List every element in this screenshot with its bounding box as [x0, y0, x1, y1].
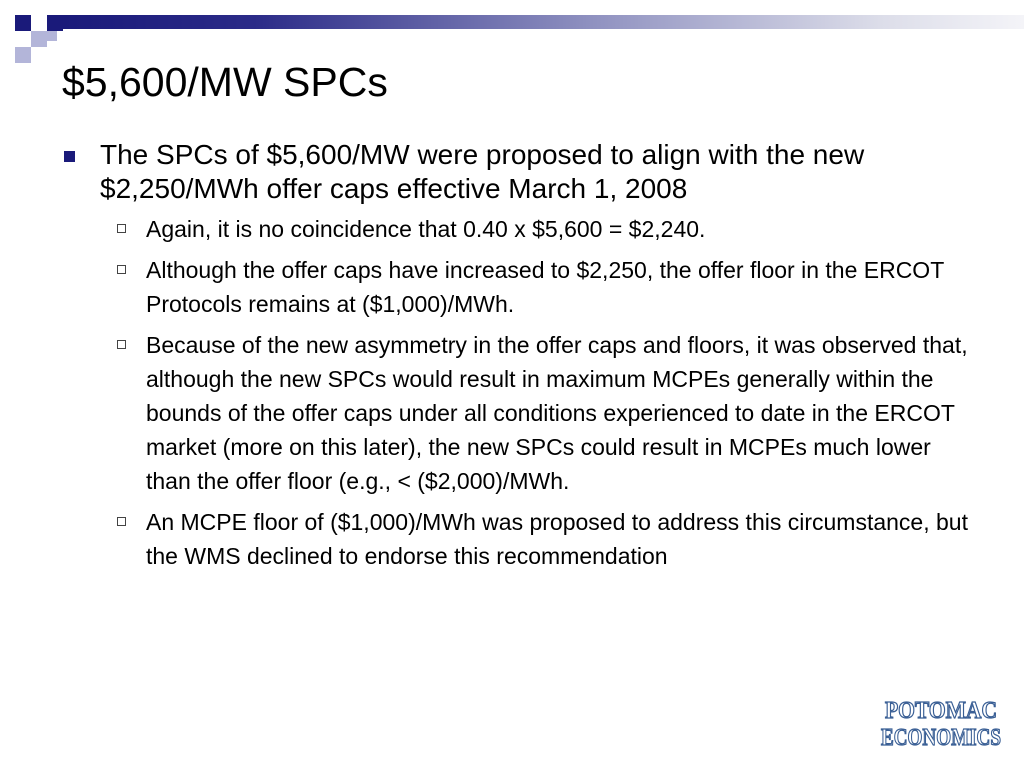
- sub-bullet-text: Again, it is no coincidence that 0.40 x $5,600 = $2,240.: [146, 216, 706, 242]
- bullet-text: The SPCs of $5,600/MW were proposed to align with the new $2,250/MWh offer caps effective March 1, 2008: [100, 139, 865, 204]
- hollow-square-bullet-icon: [117, 340, 126, 349]
- sub-bullet-item: [62, 253, 972, 321]
- sub-bullet-text: Although the offer caps have increased to $2,250, the offer floor in the ERCOT Protocols remains at ($1,000)/MWh.: [146, 257, 944, 317]
- sub-bullet-text: Because of the new asymmetry in the offer caps and floors, it was observed that, although the new SPCs would result in maximum MCPEs generally within the bounds of the offer caps under all conditions experienced to date in the ERCOT market (more on this later), the new SPCs could result in MCPEs much lower than the offer floor (e.g., < ($2,000)/MWh.: [146, 332, 968, 494]
- potomac-economics-logo: [879, 692, 1003, 750]
- sub-bullet-item: [62, 505, 972, 573]
- logo-line-2: ECONOMICS: [881, 725, 1001, 751]
- bullet-item: [62, 138, 972, 206]
- logo-line-1: POTOMAC: [885, 698, 997, 724]
- header-square: [31, 31, 47, 47]
- header-square: [47, 31, 57, 41]
- hollow-square-bullet-icon: [117, 265, 126, 274]
- logo-wordmark: [879, 692, 1003, 750]
- header-square: [15, 47, 31, 63]
- header-gradient-bar: [62, 15, 1024, 29]
- hollow-square-bullet-icon: [117, 224, 126, 233]
- slide-title: $5,600/MW SPCs: [62, 59, 388, 105]
- sub-bullet-item: [62, 212, 972, 246]
- slide-body: [62, 138, 972, 580]
- header-square: [47, 15, 63, 31]
- sub-bullet-list: [62, 212, 972, 573]
- sub-bullet-item: [62, 328, 972, 498]
- square-bullet-icon: [64, 151, 75, 162]
- header-square: [15, 15, 31, 31]
- hollow-square-bullet-icon: [117, 517, 126, 526]
- sub-bullet-text: An MCPE floor of ($1,000)/MWh was proposed to address this circumstance, but the WMS declined to endorse this recommendation: [146, 509, 968, 569]
